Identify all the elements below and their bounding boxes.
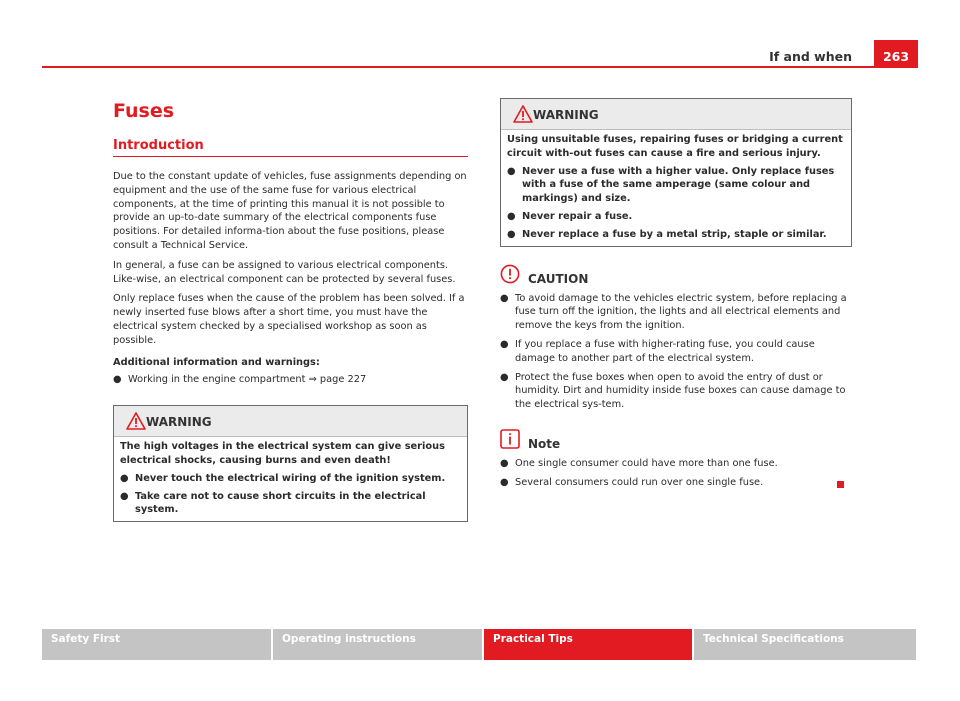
list-item [113,373,468,387]
bullet-icon: ● [507,210,516,222]
caution-item [500,292,852,333]
note-item [500,457,852,471]
header-rule [42,66,918,68]
bullet-icon: ● [500,457,509,469]
warning-triangle-icon [513,105,533,123]
tab-technical-specifications[interactable]: Technical Specifications [694,629,916,660]
list-item-text: Working in the engine compartment [128,374,306,386]
bullet-icon: ● [120,490,129,502]
warning-lead: The high voltages in the electrical system can give serious electrical shocks, causing burns and even death! [120,441,445,466]
bullet-icon: ● [113,374,122,386]
warning-body [114,437,467,521]
warning-item [507,210,845,224]
warning-lead: Using unsuitable fuses, repairing fuses or bridging a current circuit with-out fuses can cause a fire and serious injury. [507,134,843,159]
subheading: Introduction [113,138,468,157]
page-reference-link[interactable]: ⇒ page 227 [308,374,367,386]
running-header-title: If and when [769,49,852,64]
caution-title: CAUTION [528,271,589,286]
caution-icon [500,264,520,284]
tab-operating-instructions[interactable]: Operating instructions [273,629,482,660]
caution-item [500,371,852,412]
paragraph: Only replace fuses when the cause of the problem has been solved. If a newly inserted fuse blows after a short time, you must have the electrical system checked by a specialised workshop as soon as possible. [113,293,465,346]
bullet-icon: ● [120,472,129,484]
warning-item [120,490,461,518]
right-column [500,98,852,490]
note-block [500,429,852,490]
page-number-badge [874,40,918,68]
bullet-icon: ● [500,338,509,350]
additional-info-label: Additional information and warnings: [113,356,320,368]
bullet-icon: ● [500,371,509,383]
caution-item-text: Protect the fuse boxes when open to avoid the entry of dust or humidity. Dirt and humidity inside fuse boxes can cause damage to the electrical sys-tem. [515,371,846,411]
warning-item [507,228,845,242]
note-item [500,476,852,490]
warning-box [113,405,468,522]
warning-box [500,98,852,247]
bullet-icon: ● [507,228,516,240]
caution-block [500,264,852,412]
note-title: Note [528,436,561,451]
warning-item-text: Never replace a fuse by a metal strip, staple or similar. [522,228,827,240]
caution-item [500,338,852,366]
caution-item-text: To avoid damage to the vehicles electric system, before replacing a fuse turn off the ignition, the lights and all electrical elements and remove the keys from the ignition. [515,292,847,332]
warning-item [507,165,845,206]
warning-header [114,406,467,437]
bullet-icon: ● [507,165,516,177]
info-icon [500,429,520,449]
warning-triangle-icon [126,412,146,430]
end-of-section-icon [837,481,844,488]
warning-body [501,130,851,246]
intro-paragraph: Due to the constant update of vehicles, fuse assignments depending on equipment and the use of the same fuse for various electrical components, at the time of printing this manual it is not possible to provide an up-to-date summary of the electrical components fuse positions. For detailed informa-tion about the fuse positions, please consult a Technical Service. [113,171,467,251]
warning-item-text: Never use a fuse with a higher value. Only replace fuses with a fuse of the same amperage (same colour and markings) and size. [522,165,835,205]
warning-item-text: Never repair a fuse. [522,210,633,222]
left-column [113,98,468,522]
tab-practical-tips[interactable]: Practical Tips [484,629,692,660]
page-number: 263 [882,49,910,64]
bullet-icon: ● [500,292,509,304]
warning-item-text: Take care not to cause short circuits in the electrical system. [135,490,426,516]
note-item-text: One single consumer could have more than one fuse. [515,457,778,469]
tab-safety-first[interactable]: Safety First [42,629,271,660]
caution-item-text: If you replace a fuse with higher-rating fuse, you could cause damage to another part of the electrical system. [515,338,815,364]
warning-title: WARNING [533,108,599,122]
note-item-text: Several consumers could run over one single fuse. [515,476,764,488]
warning-item-text: Never touch the electrical wiring of the ignition system. [135,472,446,484]
warning-item [120,472,461,486]
warning-header [501,99,851,130]
paragraph: In general, a fuse can be assigned to various electrical components. Like-wise, an electrical component can be protected by several fuses. [113,259,456,285]
section-title: Fuses [113,100,175,122]
warning-title: WARNING [146,415,212,430]
footer-nav [42,629,918,660]
bullet-icon: ● [500,476,509,488]
